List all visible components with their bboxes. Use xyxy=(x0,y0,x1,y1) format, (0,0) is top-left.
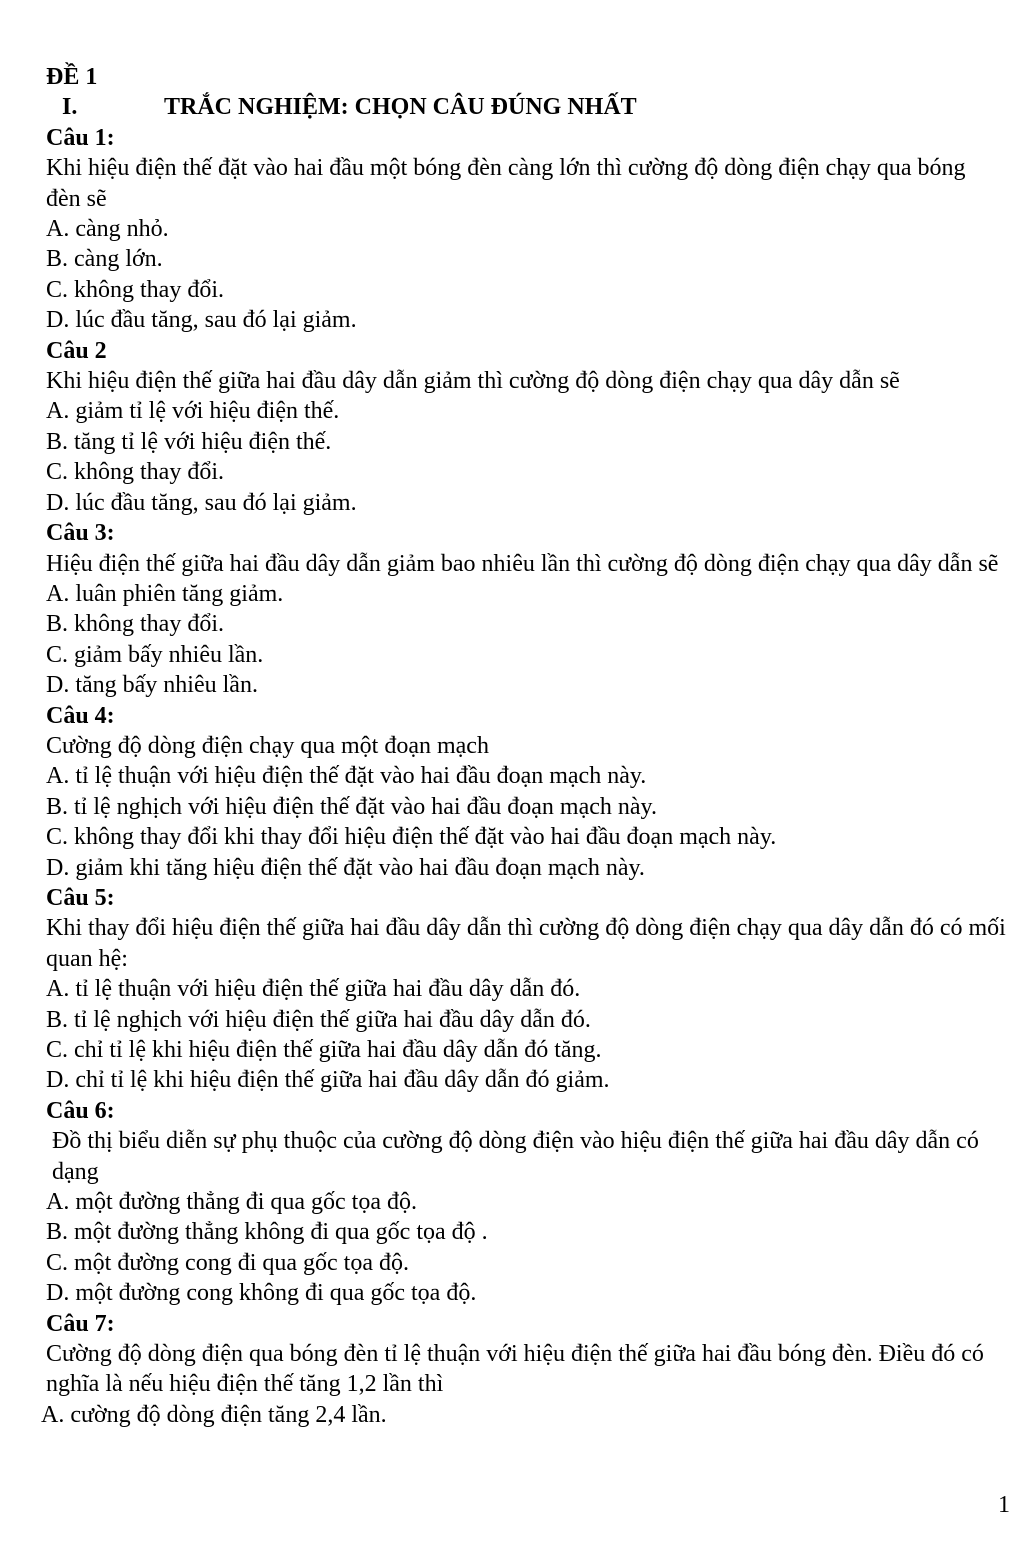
option-a: A. tỉ lệ thuận với hiệu điện thế đặt vào hai đầu đoạn mạch này. xyxy=(46,763,647,790)
question-text: Hiệu điện thế giữa hai đầu dây dẫn giảm bao nhiêu lần thì cường độ dòng điện chạy qua dây dẫn sẽ xyxy=(46,550,999,577)
question-text: Cường độ dòng điện qua bóng đèn tỉ lệ thuận với hiệu điện thế giữa hai đầu bóng đèn. Điều đó có nghĩa là nếu hiệu điện thế tăng 1,2 lần thì xyxy=(46,1341,984,1398)
option-c: C. không thay đổi khi thay đổi hiệu điện thế đặt vào hai đầu đoạn mạch này. xyxy=(46,824,777,851)
option-d: D. lúc đầu tăng, sau đó lại giảm. xyxy=(46,489,357,516)
question-block xyxy=(41,1309,1006,1431)
option-d: D. tăng bấy nhiêu lần. xyxy=(46,672,258,699)
option-a: A. cường độ dòng điện tăng 2,4 lần. xyxy=(41,1401,387,1428)
option-a: A. càng nhỏ. xyxy=(46,216,169,243)
option-a: A. một đường thẳng đi qua gốc tọa độ. xyxy=(46,1189,417,1216)
option-b: B. càng lớn. xyxy=(46,246,163,273)
question-label: Câu 3: xyxy=(46,520,115,547)
option-d: D. giảm khi tăng hiệu điện thế đặt vào hai đầu đoạn mạch này. xyxy=(46,854,645,881)
question-label: Câu 2 xyxy=(46,337,107,364)
option-d: D. lúc đầu tăng, sau đó lại giảm. xyxy=(46,307,357,334)
question-block xyxy=(46,1096,1006,1309)
option-c: C. không thay đổi. xyxy=(46,276,224,303)
option-a: A. giảm tỉ lệ với hiệu điện thế. xyxy=(46,398,340,425)
question-text: Khi hiệu điện thế giữa hai đầu dây dẫn giảm thì cường độ dòng điện chạy qua dây dẫn sẽ xyxy=(46,368,900,395)
option-b: B. tăng tỉ lệ với hiệu điện thế. xyxy=(46,428,332,455)
option-c: C. một đường cong đi qua gốc tọa độ. xyxy=(46,1249,409,1276)
question-text: Đồ thị biểu diễn sự phụ thuộc của cường độ dòng điện vào hiệu điện thế giữa hai đầu dây dẫn có dạng xyxy=(52,1128,979,1185)
question-text: Khi hiệu điện thế đặt vào hai đầu một bóng đèn càng lớn thì cường độ dòng điện chạy qua bóng đèn sẽ xyxy=(46,155,966,212)
option-c: C. giảm bấy nhiêu lần. xyxy=(46,641,264,668)
document-page xyxy=(41,62,1006,1430)
option-c: C. chỉ tỉ lệ khi hiệu điện thế giữa hai đầu dây dẫn đó tăng. xyxy=(46,1037,602,1063)
question-label: Câu 7: xyxy=(46,1310,115,1337)
section-title: TRẮC NGHIỆM: CHỌN CÂU ĐÚNG NHẤT xyxy=(164,94,637,121)
option-d: D. một đường cong không đi qua gốc tọa độ. xyxy=(46,1280,477,1307)
question-block xyxy=(46,123,1006,336)
question-block xyxy=(46,336,1006,518)
question-label: Câu 1: xyxy=(46,124,115,151)
option-c: C. không thay đổi. xyxy=(46,459,224,486)
section-number: I. xyxy=(62,94,78,121)
option-a: A. luân phiên tăng giảm. xyxy=(46,580,284,607)
option-b: B. tỉ lệ nghịch với hiệu điện thế đặt vào hai đầu đoạn mạch này. xyxy=(46,793,657,820)
option-b: B. không thay đổi. xyxy=(46,611,224,638)
question-label: Câu 6: xyxy=(46,1097,115,1124)
option-a: A. tỉ lệ thuận với hiệu điện thế giữa hai đầu dây dẫn đó. xyxy=(46,976,581,1003)
question-block xyxy=(46,883,1006,1096)
question-block xyxy=(46,701,1006,883)
question-text: Khi thay đổi hiệu điện thế giữa hai đầu dây dẫn thì cường độ dòng điện chạy qua dây dẫn đó có mối quan hệ: xyxy=(46,915,1006,972)
section-heading xyxy=(46,92,1006,122)
question-label: Câu 4: xyxy=(46,702,115,729)
option-b: B. tỉ lệ nghịch với hiệu điện thế giữa hai đầu dây dẫn đó. xyxy=(46,1006,591,1033)
question-text: Cường độ dòng điện chạy qua một đoạn mạch xyxy=(46,732,489,759)
page-number: 1 xyxy=(998,1492,1010,1518)
question-block xyxy=(46,518,1006,700)
doc-title: ĐỀ 1 xyxy=(46,64,98,90)
option-d: D. chỉ tỉ lệ khi hiệu điện thế giữa hai đầu dây dẫn đó giảm. xyxy=(46,1067,610,1094)
option-b: B. một đường thẳng không đi qua gốc tọa độ . xyxy=(46,1219,488,1246)
question-label: Câu 5: xyxy=(46,884,115,911)
